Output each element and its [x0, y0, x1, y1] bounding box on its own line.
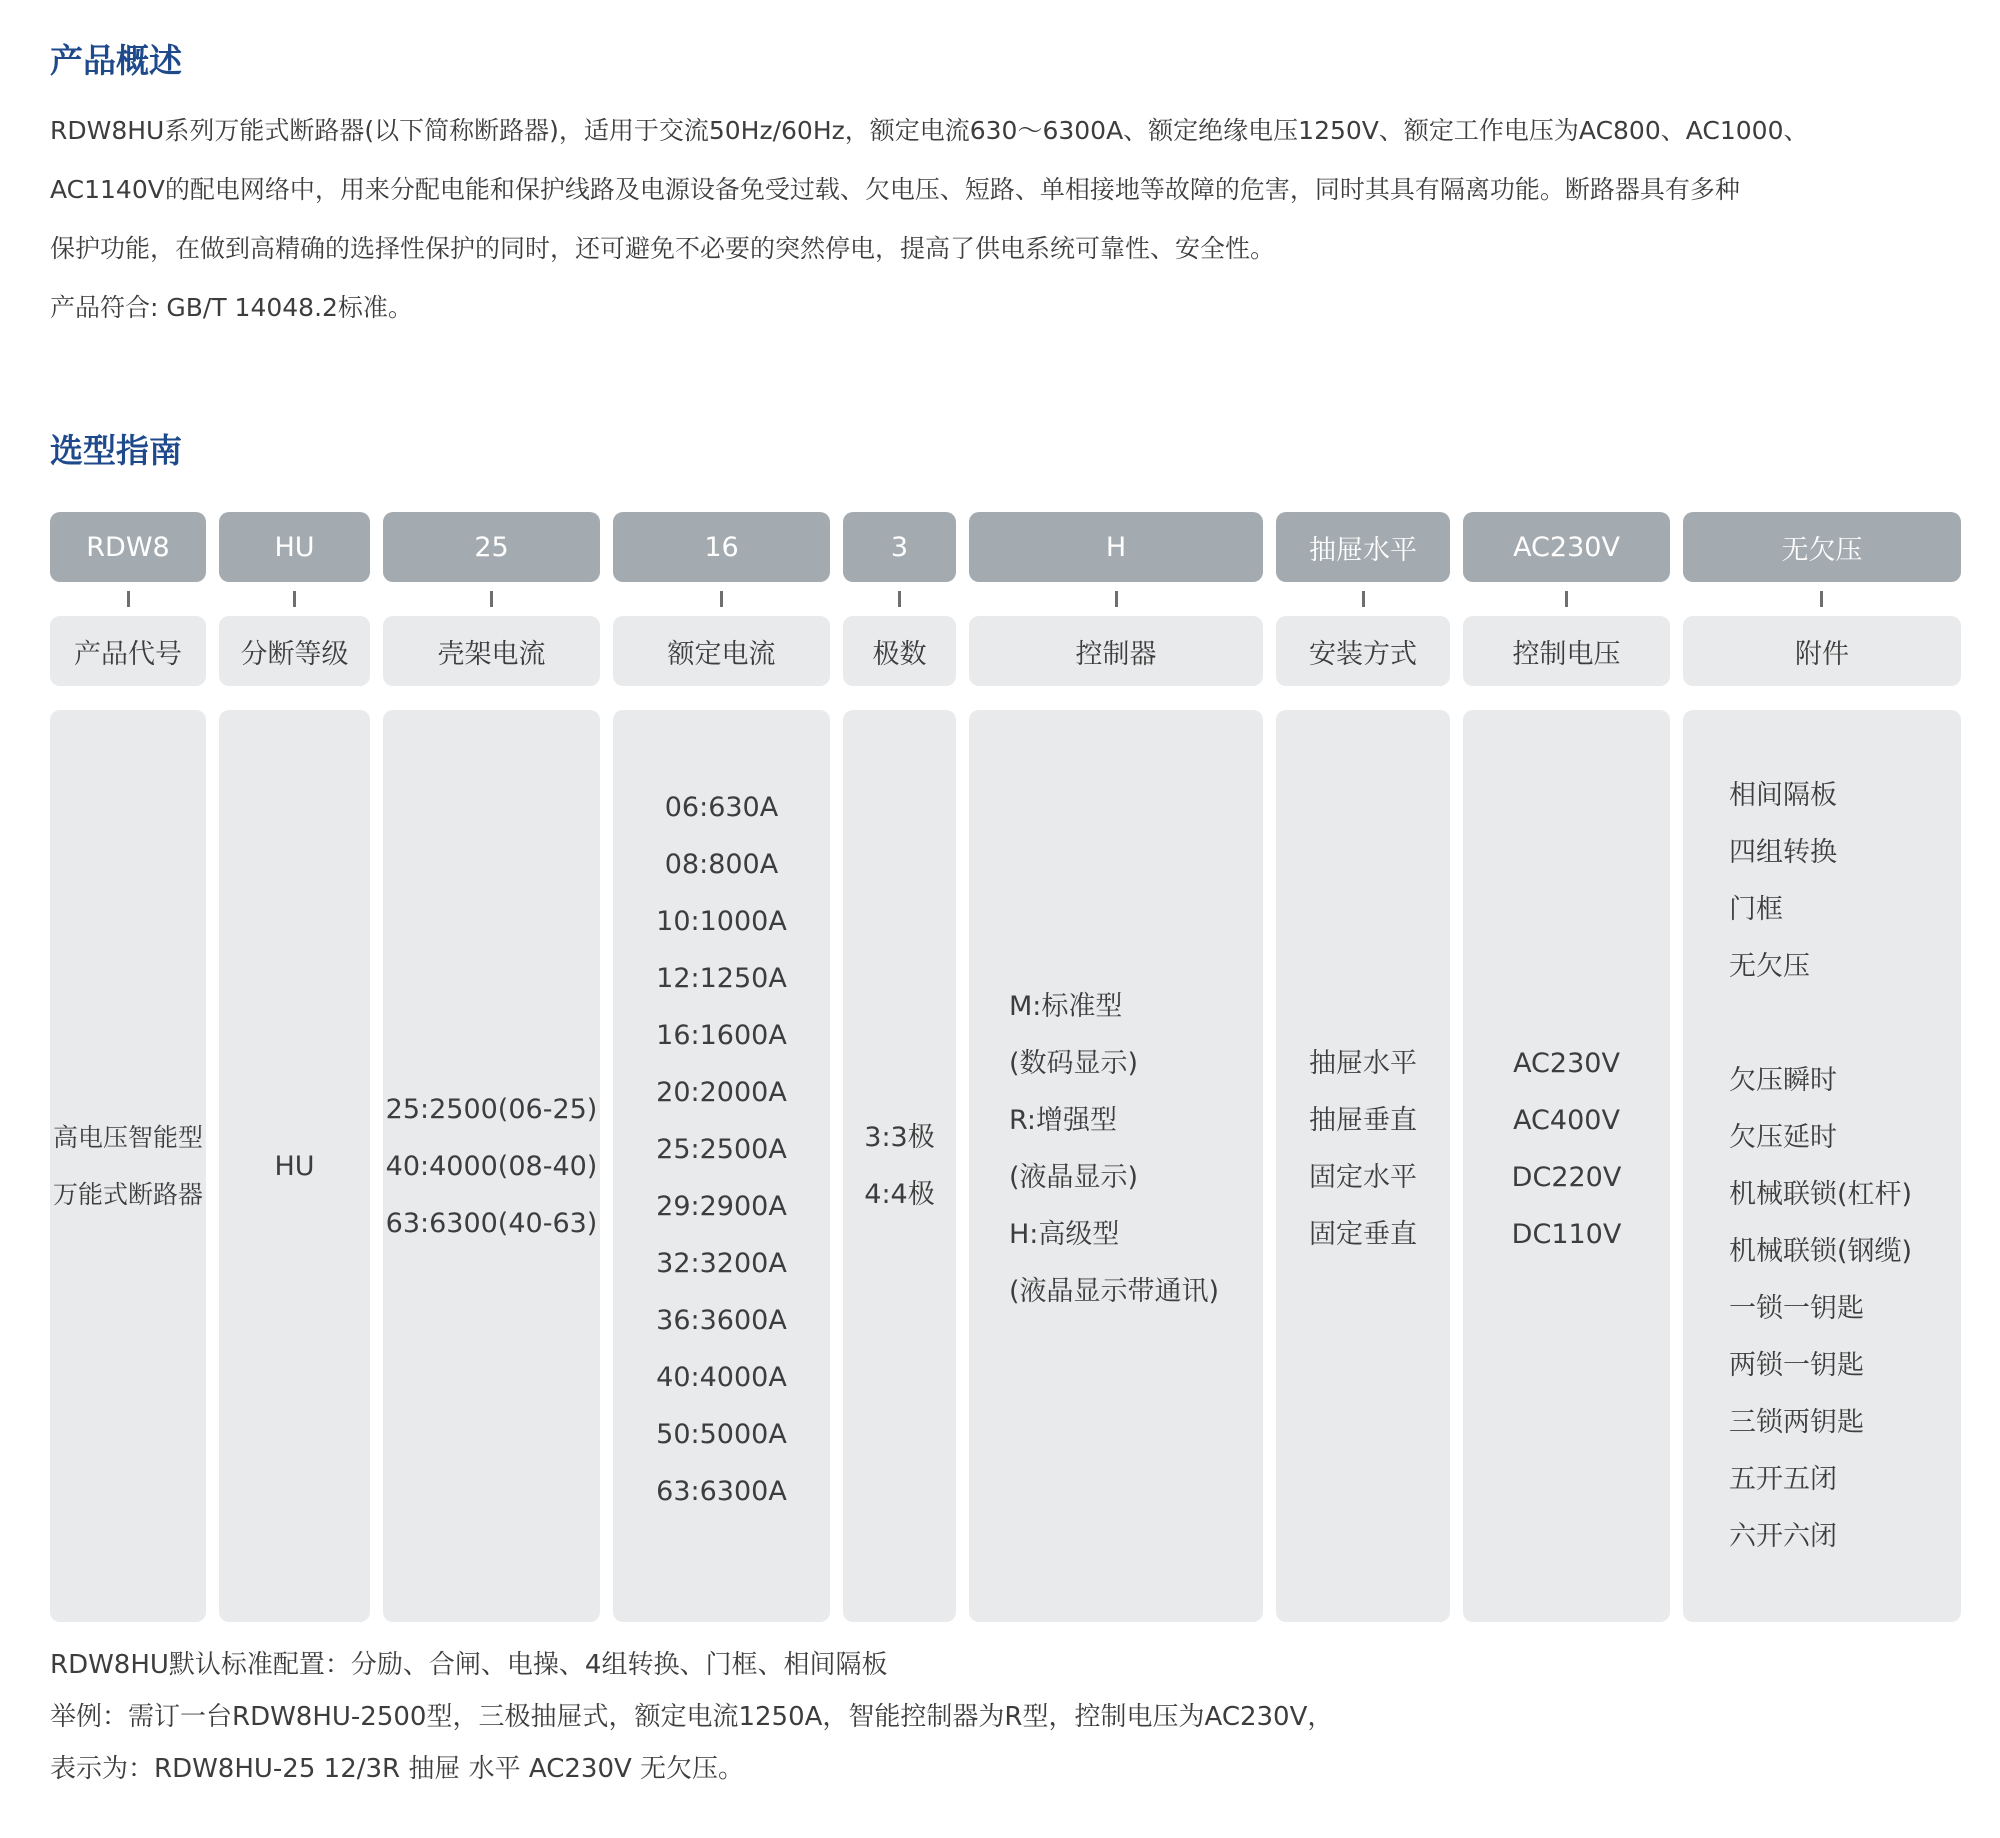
options-accessories	[1683, 710, 1961, 1622]
label-frame-current: 壳架电流	[383, 616, 600, 686]
connector-tick	[1565, 591, 1568, 607]
option-item: 50:5000A	[656, 1418, 787, 1450]
options-control-voltage	[1463, 710, 1670, 1622]
label-product-code: 产品代号	[50, 616, 206, 686]
label-poles: 极数	[843, 616, 956, 686]
option-item: 高电压智能型	[52, 1123, 203, 1152]
connector-tick	[293, 591, 296, 607]
options-frame-current	[383, 710, 600, 1622]
header-breaking-level: HU	[219, 512, 370, 582]
connector-tick	[1362, 591, 1365, 607]
option-item: H:高级型	[1009, 1219, 1120, 1250]
header-poles: 3	[843, 512, 956, 582]
option-item: 12:1250A	[656, 962, 787, 994]
label-rated-current: 额定电流	[613, 616, 830, 686]
label-controller: 控制器	[969, 616, 1263, 686]
overview-line: 保护功能，在做到高精确的选择性保护的同时，还可避免不必要的突然停电，提高了供电系统可靠性、安全性。	[50, 234, 1276, 263]
option-item: 63:6300(40-63)	[385, 1207, 598, 1239]
option-item: 3:3极	[864, 1122, 935, 1153]
connector-tick	[1115, 591, 1118, 607]
options-poles	[843, 710, 956, 1622]
note-example: 举例：需订一台RDW8HU-2500型，三极抽屉式，额定电流1250A，智能控制器为R型，控制电压为AC230V，	[50, 1702, 1334, 1732]
connector-tick	[490, 591, 493, 607]
option-item: 五开五闭	[1729, 1464, 1837, 1495]
footer-notes	[50, 1639, 1970, 1795]
option-item: 32:3200A	[656, 1247, 787, 1279]
option-item: 08:800A	[664, 848, 779, 880]
connector-tick	[127, 591, 130, 607]
option-item: 门框	[1729, 894, 1783, 925]
option-item: 10:1000A	[656, 905, 787, 937]
option-item: DC220V	[1511, 1162, 1622, 1193]
option-item: 抽屉垂直	[1309, 1105, 1417, 1136]
options-product-code	[50, 710, 206, 1622]
guide-title: 选型指南	[50, 431, 182, 470]
option-item: 63:6300A	[656, 1475, 787, 1507]
note-expression: 表示为：RDW8HU-25 12/3R 抽屉 水平 AC230V 无欠压。	[50, 1754, 745, 1784]
option-item: 无欠压	[1729, 951, 1810, 982]
option-item: (液晶显示带通讯)	[1009, 1276, 1220, 1307]
option-item: AC400V	[1513, 1105, 1620, 1136]
option-item: 20:2000A	[656, 1076, 787, 1108]
option-item: 四组转换	[1729, 837, 1837, 868]
option-item: 16:1600A	[656, 1019, 787, 1051]
connector-tick	[720, 591, 723, 607]
header-accessories: 无欠压	[1683, 512, 1961, 582]
option-item: 25:2500(06-25)	[385, 1093, 598, 1125]
option-item: 相间隔板	[1729, 780, 1837, 811]
overview-line: RDW8HU系列万能式断路器(以下简称断路器)，适用于交流50Hz/60Hz，额定电流630～6300A、额定绝缘电压1250V、额定工作电压为AC800、AC1000、	[50, 116, 1809, 145]
standard-text: 产品符合: GB/T 14048.2标准。	[50, 293, 413, 322]
option-item: 40:4000A	[656, 1361, 787, 1393]
option-item: 万能式断路器	[52, 1180, 203, 1209]
option-item: 固定水平	[1309, 1162, 1417, 1193]
option-item: 06:630A	[664, 791, 779, 823]
option-item: DC110V	[1511, 1219, 1622, 1250]
option-item: HU	[274, 1150, 315, 1182]
overview-title: 产品概述	[50, 41, 182, 80]
header-installation: 抽屉水平	[1276, 512, 1450, 582]
option-item: 欠压瞬时	[1729, 1065, 1837, 1096]
header-control-voltage: AC230V	[1463, 512, 1670, 582]
label-accessories: 附件	[1683, 616, 1961, 686]
option-item: 两锁一钥匙	[1729, 1350, 1864, 1381]
option-item: 36:3600A	[656, 1304, 787, 1336]
option-item: 25:2500A	[656, 1133, 787, 1165]
options-rated-current	[613, 710, 830, 1622]
header-rated-current: 16	[613, 512, 830, 582]
header-product-code: RDW8	[50, 512, 206, 582]
label-breaking-level: 分断等级	[219, 616, 370, 686]
option-item: AC230V	[1513, 1048, 1620, 1079]
connector-tick	[1820, 591, 1823, 607]
connector-tick	[898, 591, 901, 607]
option-item: 机械联锁(钢缆)	[1729, 1236, 1913, 1267]
option-item: R:增强型	[1009, 1105, 1118, 1136]
label-control-voltage: 控制电压	[1463, 616, 1670, 686]
options-breaking-level	[219, 710, 370, 1622]
overview-paragraph	[50, 101, 1970, 278]
note-default-config: RDW8HU默认标准配置：分励、合闸、电操、4组转换、门框、相间隔板	[50, 1650, 888, 1680]
option-item: 40:4000(08-40)	[385, 1150, 598, 1182]
option-item: 固定垂直	[1309, 1219, 1417, 1250]
label-installation: 安装方式	[1276, 616, 1450, 686]
header-frame-current: 25	[383, 512, 600, 582]
option-item: (数码显示)	[1009, 1048, 1139, 1079]
option-item: 4:4极	[864, 1179, 935, 1210]
overview-line: AC1140V的配电网络中，用来分配电能和保护线路及电源设备免受过载、欠电压、短路、单相接地等故障的危害，同时其具有隔离功能。断路器具有多种	[50, 175, 1740, 204]
option-item: 欠压延时	[1729, 1122, 1837, 1153]
header-controller: H	[969, 512, 1263, 582]
option-item: 机械联锁(杠杆)	[1729, 1179, 1913, 1210]
option-item: (液晶显示)	[1009, 1162, 1139, 1193]
option-item: 一锁一钥匙	[1729, 1293, 1864, 1324]
option-item: 六开六闭	[1729, 1521, 1837, 1552]
option-item: 29:2900A	[656, 1190, 787, 1222]
option-item: M:标准型	[1009, 991, 1123, 1022]
options-controller	[969, 710, 1263, 1622]
option-item: 三锁两钥匙	[1729, 1407, 1864, 1438]
options-installation	[1276, 710, 1450, 1622]
option-item: 抽屉水平	[1309, 1048, 1417, 1079]
